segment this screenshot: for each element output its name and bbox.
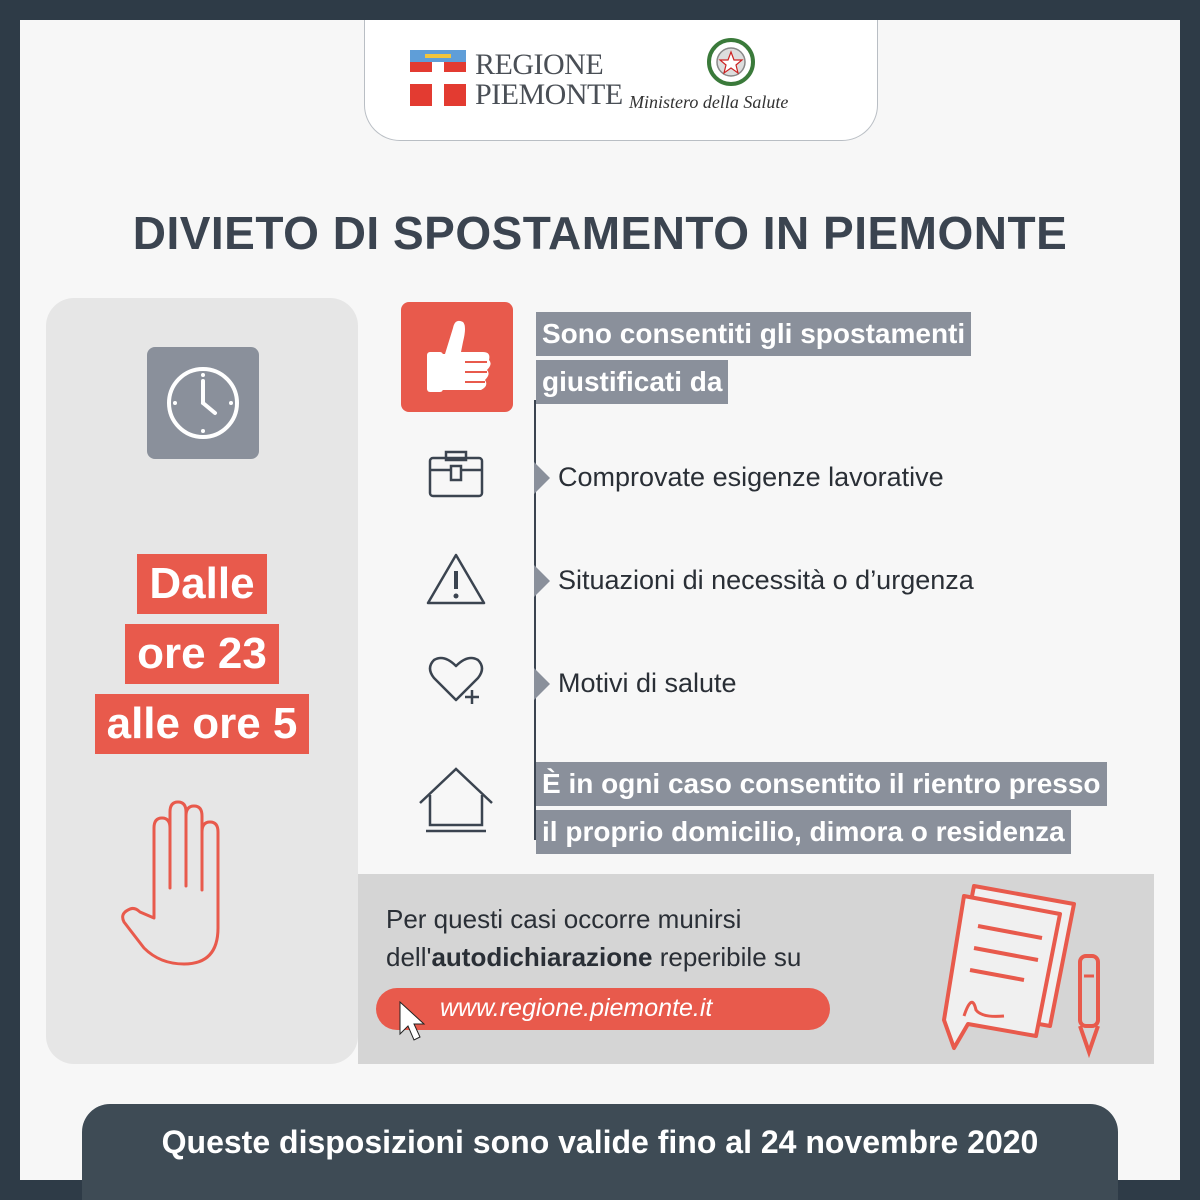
curfew-from: Dalle xyxy=(137,554,266,614)
item-label: Comprovate esigenze lavorative xyxy=(558,462,944,492)
documents-pen-icon xyxy=(934,876,1134,1062)
return-line-2: il proprio domicilio, dimora o residenza xyxy=(536,810,1071,854)
instr-line-1: Per questi casi occorre munirsi xyxy=(386,904,742,934)
website-url[interactable]: www.regione.piemonte.it xyxy=(440,994,713,1022)
self-declaration-band xyxy=(358,874,1154,1064)
ministry-name: Ministero della Salute xyxy=(629,92,789,112)
curfew-line-1 xyxy=(46,554,358,614)
curfew-end-hour: alle ore 5 xyxy=(95,694,310,754)
bullet-arrow-icon xyxy=(534,668,550,700)
cursor-icon xyxy=(396,998,426,1048)
instr-post: reperibile su xyxy=(652,942,802,972)
curfew-panel xyxy=(46,298,358,1064)
allowed-heading-line-1: Sono consentiti gli spostamenti xyxy=(536,312,971,356)
return-home-note xyxy=(536,762,1107,858)
instr-bold: autodichiarazione xyxy=(431,942,653,972)
clock-icon xyxy=(147,347,259,459)
curfew-start-hour: ore 23 xyxy=(125,624,279,684)
allowed-heading xyxy=(536,312,971,408)
logo-header xyxy=(364,20,878,141)
briefcase-icon xyxy=(420,448,530,508)
bullet-arrow-icon xyxy=(534,462,550,494)
list-item xyxy=(420,654,1120,714)
list-item xyxy=(420,551,1120,611)
list-item xyxy=(420,448,1120,508)
region-logo-text xyxy=(475,50,623,110)
item-label: Situazioni di necessità o d’urgenza xyxy=(558,565,974,595)
stop-hand-icon xyxy=(120,798,250,978)
return-line-1: È in ogni caso consentito il rientro presso xyxy=(536,762,1107,806)
region-name-2: PIEMONTE xyxy=(475,78,623,111)
website-link[interactable] xyxy=(376,988,830,1030)
curfew-line-3 xyxy=(46,694,358,754)
region-name: REGIONE xyxy=(475,48,604,81)
item-label: Motivi di salute xyxy=(558,668,737,698)
instr-pre: dell' xyxy=(386,942,432,972)
curfew-line-2 xyxy=(46,624,358,684)
home-icon xyxy=(416,765,496,835)
bullet-arrow-icon xyxy=(534,565,550,597)
warning-icon xyxy=(420,551,530,611)
instr-line-2 xyxy=(386,938,801,976)
heart-plus-icon xyxy=(420,654,530,714)
allowed-heading-line-2: giustificati da xyxy=(536,360,728,404)
thumbs-up-icon xyxy=(401,302,513,412)
page-title: DIVIETO DI SPOSTAMENTO IN PIEMONTE xyxy=(132,207,1068,259)
validity-text: Queste disposizioni sono valide fino al 24 novembre 2020 xyxy=(161,1124,1039,1160)
infographic-card xyxy=(20,20,1180,1180)
self-declaration-text xyxy=(386,900,801,976)
validity-footer xyxy=(82,1104,1118,1200)
